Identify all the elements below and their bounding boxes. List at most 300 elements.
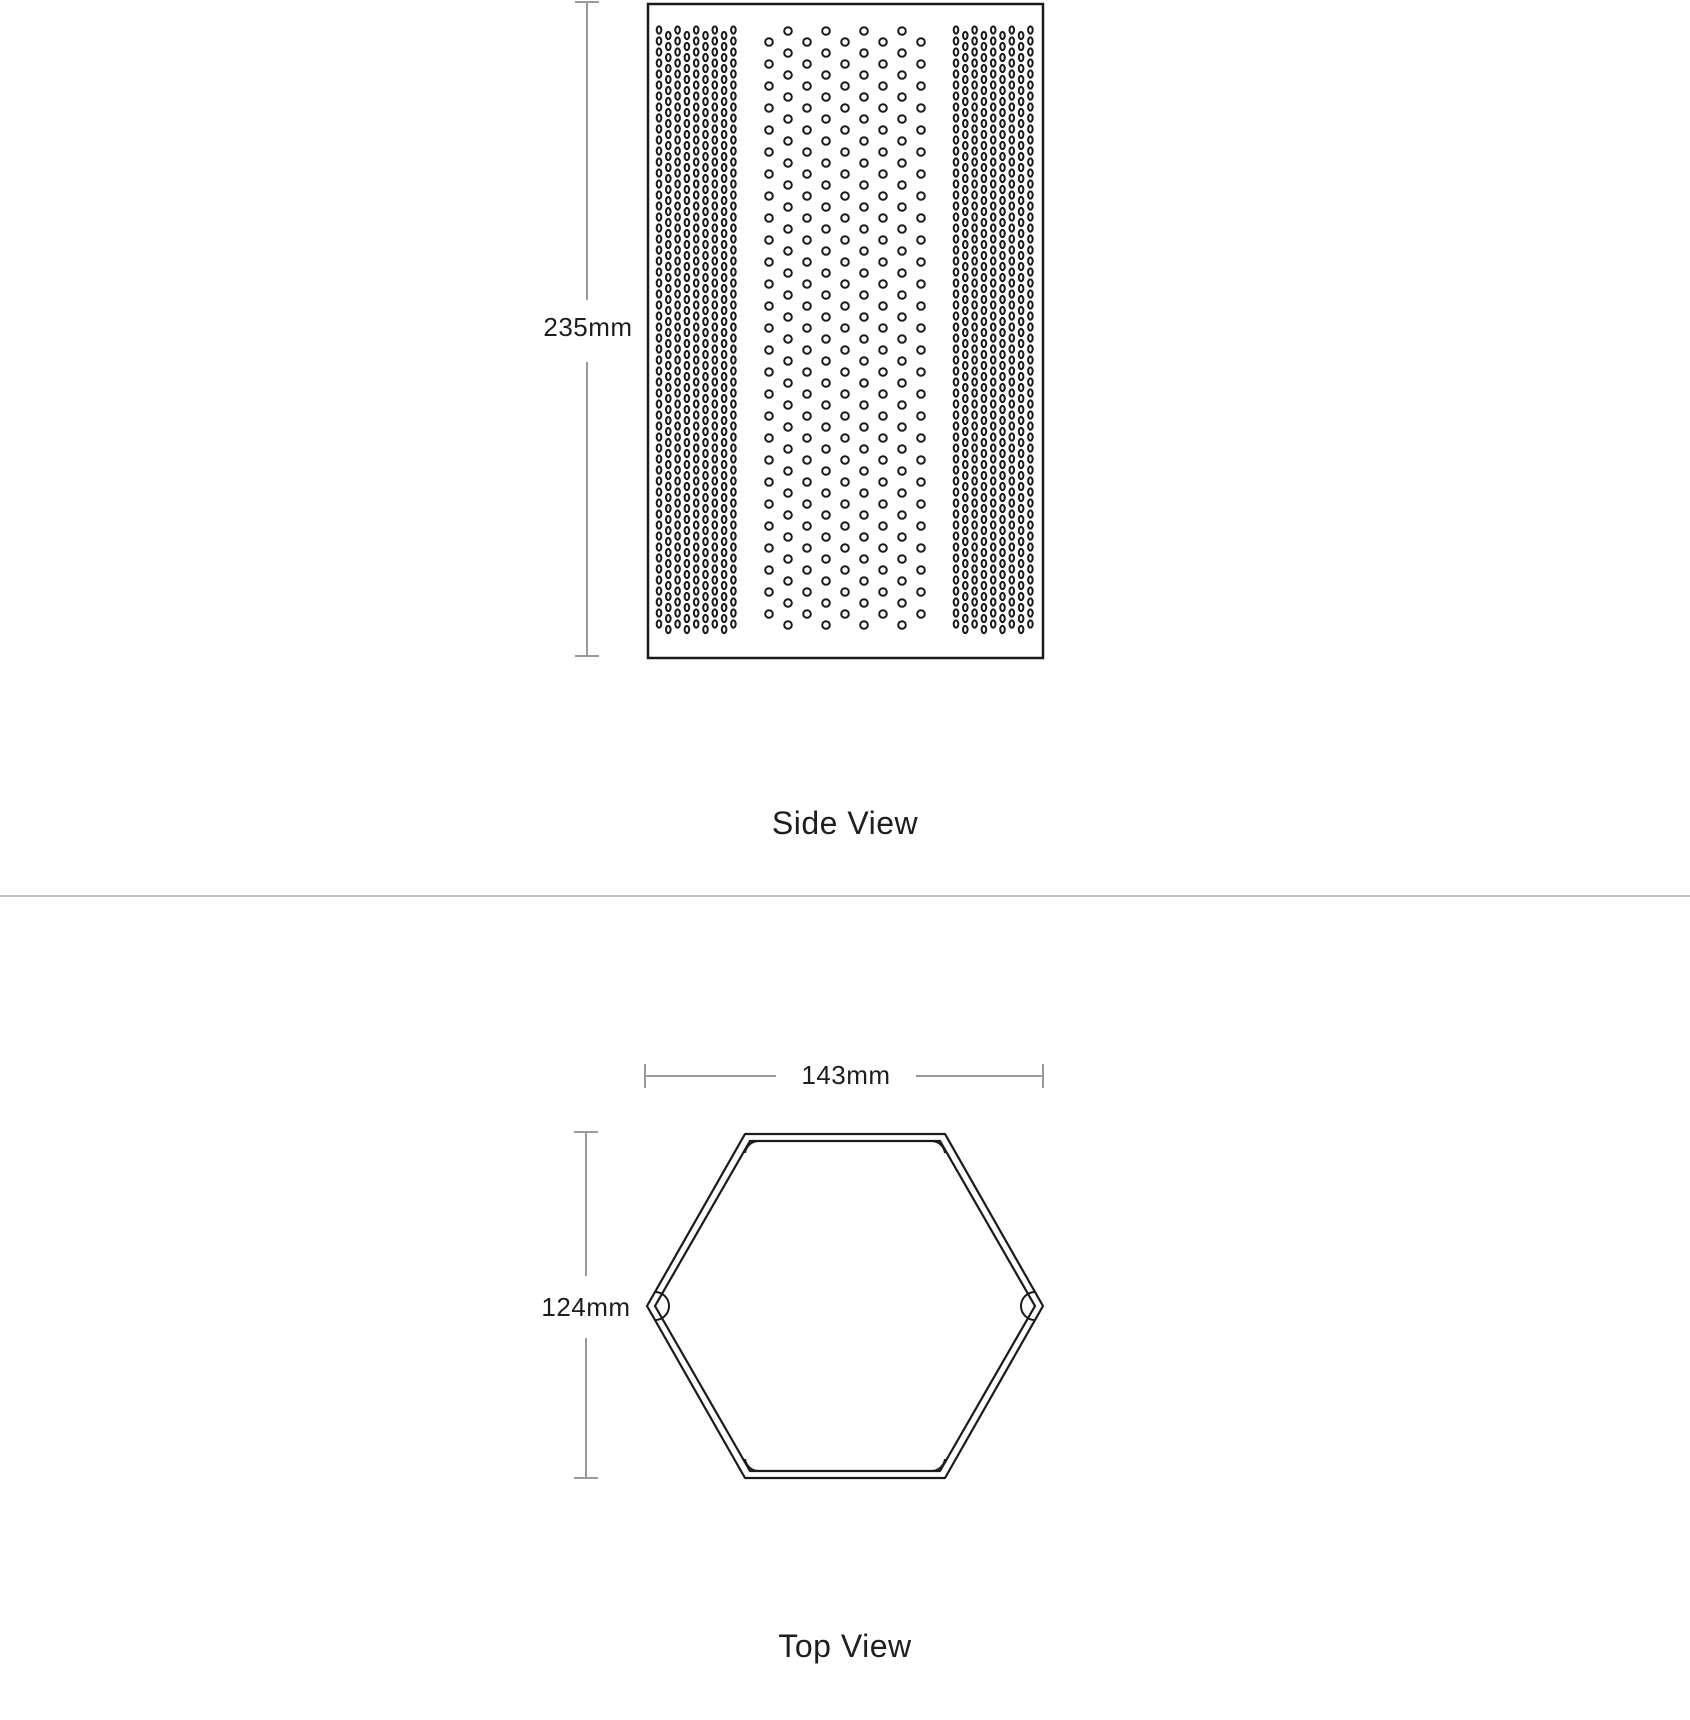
perforation-hole-right bbox=[991, 389, 996, 396]
perforation-hole-left bbox=[685, 362, 690, 369]
perforation-hole-left bbox=[685, 406, 690, 413]
perforation-hole-right bbox=[991, 422, 996, 429]
perforation-hole-left bbox=[731, 620, 736, 627]
perforation-hole-right bbox=[954, 125, 959, 132]
perforation-hole-left bbox=[722, 186, 727, 193]
perforation-hole-center bbox=[822, 269, 830, 277]
perforation-hole-left bbox=[731, 554, 736, 561]
perforation-hole-right bbox=[972, 433, 977, 440]
perforation-hole-right bbox=[1019, 582, 1024, 589]
perforation-hole-center bbox=[765, 434, 773, 442]
perforation-hole-center bbox=[784, 511, 792, 519]
perforation-hole-right bbox=[1000, 43, 1005, 50]
perforation-hole-center bbox=[784, 269, 792, 277]
perforation-hole-right bbox=[963, 406, 968, 413]
perforation-hole-right bbox=[982, 109, 987, 116]
perforation-hole-left bbox=[685, 87, 690, 94]
perforation-hole-center bbox=[765, 346, 773, 354]
perforation-hole-right bbox=[972, 356, 977, 363]
perforation-hole-left bbox=[703, 461, 708, 468]
perforation-hole-left bbox=[694, 598, 699, 605]
perforation-hole-center bbox=[822, 313, 830, 321]
perforation-hole-right bbox=[1010, 81, 1015, 88]
perforation-hole-left bbox=[657, 191, 662, 198]
perforation-hole-right bbox=[1000, 362, 1005, 369]
perforation-hole-right bbox=[1010, 609, 1015, 616]
perforation-hole-right bbox=[982, 373, 987, 380]
perforation-hole-left bbox=[685, 505, 690, 512]
perforation-hole-left bbox=[694, 356, 699, 363]
perforation-hole-center bbox=[784, 379, 792, 387]
perforation-hole-right bbox=[963, 263, 968, 270]
perforation-hole-left bbox=[675, 565, 680, 572]
perforation-hole-left bbox=[722, 439, 727, 446]
perforation-hole-left bbox=[666, 406, 671, 413]
perforation-hole-left bbox=[666, 142, 671, 149]
perforation-hole-left bbox=[713, 620, 718, 627]
perforation-hole-center bbox=[765, 500, 773, 508]
perforation-hole-center bbox=[898, 71, 906, 79]
perforation-hole-left bbox=[657, 532, 662, 539]
perforation-hole-right bbox=[1000, 208, 1005, 215]
perforation-hole-right bbox=[1010, 444, 1015, 451]
perforation-hole-right bbox=[963, 571, 968, 578]
perforation-hole-right bbox=[1019, 307, 1024, 314]
perforation-hole-right bbox=[982, 98, 987, 105]
perforation-hole-center bbox=[879, 302, 887, 310]
perforation-hole-right bbox=[991, 191, 996, 198]
perforation-hole-left bbox=[694, 81, 699, 88]
perforation-hole-right bbox=[954, 554, 959, 561]
perforation-hole-right bbox=[963, 186, 968, 193]
perforation-hole-left bbox=[657, 598, 662, 605]
perforation-hole-left bbox=[675, 422, 680, 429]
perforation-hole-left bbox=[685, 274, 690, 281]
perforation-hole-left bbox=[666, 450, 671, 457]
perforation-hole-right bbox=[991, 323, 996, 330]
perforation-hole-right bbox=[963, 230, 968, 237]
perforation-hole-center bbox=[879, 566, 887, 574]
perforation-hole-center bbox=[841, 610, 849, 618]
perforation-hole-right bbox=[1019, 494, 1024, 501]
perforation-hole-left bbox=[666, 483, 671, 490]
perforation-hole-left bbox=[731, 158, 736, 165]
perforation-hole-left bbox=[722, 329, 727, 336]
perforation-hole-left bbox=[731, 169, 736, 176]
perforation-hole-right bbox=[972, 191, 977, 198]
perforation-hole-left bbox=[731, 367, 736, 374]
perforation-hole-center bbox=[765, 324, 773, 332]
perforation-hole-right bbox=[963, 197, 968, 204]
perforation-hole-right bbox=[991, 213, 996, 220]
perforation-hole-right bbox=[963, 417, 968, 424]
perforation-hole-right bbox=[1010, 301, 1015, 308]
perforation-hole-left bbox=[694, 37, 699, 44]
perforation-hole-right bbox=[991, 158, 996, 165]
perforation-hole-left bbox=[703, 153, 708, 160]
perforation-hole-left bbox=[666, 252, 671, 259]
perforation-hole-right bbox=[1010, 499, 1015, 506]
perforation-hole-left bbox=[694, 499, 699, 506]
perforation-hole-center bbox=[822, 115, 830, 123]
perforation-hole-left bbox=[713, 444, 718, 451]
perforation-hole-right bbox=[982, 76, 987, 83]
perforation-hole-left bbox=[703, 406, 708, 413]
perforation-hole-left bbox=[703, 494, 708, 501]
perforation-hole-center bbox=[841, 126, 849, 134]
perforation-hole-center bbox=[841, 544, 849, 552]
perforation-hole-right bbox=[1000, 230, 1005, 237]
perforation-hole-right bbox=[1010, 48, 1015, 55]
perforation-hole-center bbox=[803, 38, 811, 46]
perforation-hole-right bbox=[954, 411, 959, 418]
perforation-hole-left bbox=[675, 92, 680, 99]
perforation-hole-left bbox=[722, 461, 727, 468]
perforation-hole-left bbox=[666, 274, 671, 281]
perforation-hole-center bbox=[803, 456, 811, 464]
perforation-hole-left bbox=[685, 615, 690, 622]
perforation-hole-left bbox=[703, 582, 708, 589]
perforation-hole-left bbox=[703, 593, 708, 600]
perforation-hole-right bbox=[963, 109, 968, 116]
perforation-hole-center bbox=[917, 302, 925, 310]
perforation-hole-right bbox=[1010, 235, 1015, 242]
perforation-hole-right bbox=[972, 224, 977, 231]
perforation-hole-left bbox=[666, 87, 671, 94]
perforation-hole-right bbox=[991, 103, 996, 110]
perforation-hole-right bbox=[1028, 246, 1033, 253]
perforation-hole-center bbox=[917, 126, 925, 134]
perforation-hole-right bbox=[1019, 197, 1024, 204]
perforation-hole-left bbox=[713, 92, 718, 99]
perforation-hole-left bbox=[694, 488, 699, 495]
perforation-hole-right bbox=[1019, 527, 1024, 534]
perforation-hole-center bbox=[917, 192, 925, 200]
perforation-hole-center bbox=[860, 137, 868, 145]
perforation-hole-left bbox=[657, 125, 662, 132]
perforation-hole-right bbox=[954, 224, 959, 231]
perforation-hole-right bbox=[1019, 274, 1024, 281]
perforation-hole-left bbox=[657, 345, 662, 352]
perforation-hole-center bbox=[765, 610, 773, 618]
perforation-hole-left bbox=[722, 626, 727, 633]
perforation-hole-left bbox=[685, 285, 690, 292]
perforation-hole-right bbox=[1019, 142, 1024, 149]
perforation-hole-left bbox=[657, 620, 662, 627]
perforation-hole-right bbox=[1000, 604, 1005, 611]
perforation-hole-left bbox=[675, 554, 680, 561]
perforation-hole-right bbox=[1010, 114, 1015, 121]
perforation-hole-left bbox=[731, 400, 736, 407]
perforation-hole-center bbox=[784, 181, 792, 189]
perforation-hole-center bbox=[784, 313, 792, 321]
perforation-hole-left bbox=[722, 582, 727, 589]
perforation-hole-center bbox=[879, 324, 887, 332]
perforation-hole-left bbox=[694, 433, 699, 440]
perforation-hole-center bbox=[765, 412, 773, 420]
perforation-hole-left bbox=[675, 609, 680, 616]
perforation-hole-left bbox=[657, 301, 662, 308]
perforation-hole-left bbox=[694, 400, 699, 407]
perforation-hole-left bbox=[675, 433, 680, 440]
perforation-hole-center bbox=[879, 192, 887, 200]
perforation-hole-left bbox=[694, 191, 699, 198]
perforation-hole-left bbox=[713, 609, 718, 616]
perforation-hole-center bbox=[784, 555, 792, 563]
perforation-hole-left bbox=[657, 235, 662, 242]
perforation-hole-right bbox=[982, 340, 987, 347]
perforation-hole-right bbox=[1010, 389, 1015, 396]
perforation-hole-right bbox=[1010, 510, 1015, 517]
perforation-hole-left bbox=[713, 488, 718, 495]
perforation-hole-center bbox=[917, 346, 925, 354]
perforation-hole-right bbox=[991, 356, 996, 363]
perforation-hole-left bbox=[685, 219, 690, 226]
perforation-hole-right bbox=[1019, 538, 1024, 545]
perforation-hole-right bbox=[1028, 268, 1033, 275]
perforation-hole-left bbox=[666, 65, 671, 72]
perforation-hole-right bbox=[1019, 395, 1024, 402]
perforation-hole-left bbox=[713, 433, 718, 440]
perforation-hole-left bbox=[666, 98, 671, 105]
perforation-hole-center bbox=[898, 357, 906, 365]
perforation-hole-center bbox=[822, 423, 830, 431]
perforation-hole-left bbox=[731, 279, 736, 286]
perforation-hole-right bbox=[1019, 384, 1024, 391]
perforation-hole-right bbox=[954, 312, 959, 319]
perforation-hole-right bbox=[954, 114, 959, 121]
perforation-hole-left bbox=[694, 301, 699, 308]
perforation-hole-left bbox=[722, 516, 727, 523]
perforation-hole-right bbox=[954, 323, 959, 330]
perforation-hole-left bbox=[657, 334, 662, 341]
perforation-hole-center bbox=[879, 214, 887, 222]
perforation-hole-right bbox=[1010, 268, 1015, 275]
perforation-hole-right bbox=[972, 103, 977, 110]
perforation-hole-right bbox=[963, 54, 968, 61]
perforation-hole-left bbox=[685, 329, 690, 336]
perforation-hole-right bbox=[954, 213, 959, 220]
perforation-hole-left bbox=[722, 318, 727, 325]
perforation-hole-left bbox=[675, 488, 680, 495]
perforation-hole-right bbox=[963, 175, 968, 182]
perforation-hole-left bbox=[713, 565, 718, 572]
perforation-hole-right bbox=[1019, 263, 1024, 270]
perforation-hole-center bbox=[879, 148, 887, 156]
perforation-hole-left bbox=[713, 290, 718, 297]
perforation-hole-left bbox=[713, 279, 718, 286]
perforation-hole-right bbox=[1010, 455, 1015, 462]
perforation-hole-left bbox=[731, 312, 736, 319]
perforation-hole-left bbox=[731, 301, 736, 308]
perforation-hole-left bbox=[713, 422, 718, 429]
perforation-hole-center bbox=[765, 390, 773, 398]
perforation-hole-right bbox=[1000, 175, 1005, 182]
perforation-hole-center bbox=[822, 71, 830, 79]
perforation-hole-center bbox=[879, 38, 887, 46]
perforation-hole-left bbox=[731, 576, 736, 583]
perforation-hole-center bbox=[822, 247, 830, 255]
perforation-hole-right bbox=[1028, 158, 1033, 165]
perforation-hole-left bbox=[703, 109, 708, 116]
perforation-hole-right bbox=[1000, 549, 1005, 556]
perforation-hole-center bbox=[784, 225, 792, 233]
perforation-hole-center bbox=[803, 500, 811, 508]
perforation-hole-center bbox=[765, 588, 773, 596]
perforation-hole-right bbox=[963, 494, 968, 501]
perforation-hole-left bbox=[703, 516, 708, 523]
perforation-hole-right bbox=[991, 411, 996, 418]
perforation-hole-left bbox=[722, 615, 727, 622]
perforation-hole-right bbox=[954, 521, 959, 528]
perforation-hole-right bbox=[1028, 180, 1033, 187]
perforation-hole-left bbox=[666, 32, 671, 39]
perforation-hole-center bbox=[860, 577, 868, 585]
perforation-hole-right bbox=[1019, 153, 1024, 160]
perforation-hole-left bbox=[722, 571, 727, 578]
perforation-hole-left bbox=[657, 488, 662, 495]
perforation-hole-center bbox=[879, 500, 887, 508]
perforation-hole-center bbox=[917, 544, 925, 552]
perforation-hole-center bbox=[917, 170, 925, 178]
perforation-hole-center bbox=[917, 478, 925, 486]
perforation-hole-right bbox=[991, 444, 996, 451]
perforation-hole-left bbox=[731, 246, 736, 253]
perforation-hole-right bbox=[954, 389, 959, 396]
perforation-hole-right bbox=[1019, 241, 1024, 248]
perforation-hole-left bbox=[666, 307, 671, 314]
perforation-hole-right bbox=[963, 76, 968, 83]
perforation-hole-right bbox=[1010, 224, 1015, 231]
perforation-hole-right bbox=[1028, 400, 1033, 407]
perforation-hole-right bbox=[991, 290, 996, 297]
perforation-hole-right bbox=[1028, 59, 1033, 66]
perforation-hole-center bbox=[784, 489, 792, 497]
perforation-hole-left bbox=[703, 527, 708, 534]
perforation-hole-right bbox=[963, 538, 968, 545]
perforation-hole-left bbox=[657, 378, 662, 385]
perforation-hole-right bbox=[972, 136, 977, 143]
perforation-hole-left bbox=[657, 268, 662, 275]
perforation-hole-left bbox=[722, 593, 727, 600]
perforation-hole-center bbox=[917, 610, 925, 618]
perforation-hole-right bbox=[991, 268, 996, 275]
perforation-hole-center bbox=[822, 577, 830, 585]
perforation-hole-left bbox=[703, 395, 708, 402]
perforation-hole-left bbox=[703, 351, 708, 358]
perforation-hole-left bbox=[675, 543, 680, 550]
perforation-hole-center bbox=[765, 192, 773, 200]
perforation-hole-right bbox=[991, 521, 996, 528]
perforation-hole-center bbox=[803, 236, 811, 244]
perforation-hole-left bbox=[666, 560, 671, 567]
perforation-hole-left bbox=[666, 461, 671, 468]
perforation-hole-left bbox=[675, 576, 680, 583]
perforation-hole-left bbox=[731, 345, 736, 352]
perforation-hole-right bbox=[1028, 323, 1033, 330]
perforation-hole-left bbox=[685, 252, 690, 259]
perforation-hole-left bbox=[731, 488, 736, 495]
perforation-hole-right bbox=[1010, 125, 1015, 132]
perforation-hole-left bbox=[694, 202, 699, 209]
perforation-hole-center bbox=[803, 104, 811, 112]
perforation-hole-right bbox=[1000, 483, 1005, 490]
perforation-hole-center bbox=[765, 38, 773, 46]
perforation-hole-center bbox=[765, 170, 773, 178]
perforation-hole-left bbox=[675, 499, 680, 506]
perforation-hole-center bbox=[822, 291, 830, 299]
perforation-hole-left bbox=[722, 142, 727, 149]
perforation-hole-right bbox=[982, 439, 987, 446]
perforation-hole-left bbox=[694, 334, 699, 341]
perforation-hole-left bbox=[722, 549, 727, 556]
perforation-hole-left bbox=[713, 125, 718, 132]
perforation-hole-left bbox=[694, 59, 699, 66]
perforation-hole-left bbox=[703, 164, 708, 171]
perforation-hole-center bbox=[898, 335, 906, 343]
perforation-hole-left bbox=[713, 367, 718, 374]
perforation-hole-center bbox=[917, 324, 925, 332]
perforation-hole-left bbox=[657, 81, 662, 88]
perforation-hole-center bbox=[898, 27, 906, 35]
perforation-hole-center bbox=[822, 511, 830, 519]
perforation-hole-left bbox=[675, 224, 680, 231]
perforation-hole-right bbox=[1010, 345, 1015, 352]
perforation-hole-right bbox=[1010, 411, 1015, 418]
perforation-hole-left bbox=[703, 131, 708, 138]
perforation-hole-center bbox=[860, 401, 868, 409]
perforation-hole-left bbox=[666, 538, 671, 545]
perforation-hole-center bbox=[917, 500, 925, 508]
perforation-hole-left bbox=[685, 527, 690, 534]
perforation-hole-center bbox=[879, 280, 887, 288]
perforation-hole-left bbox=[731, 455, 736, 462]
perforation-hole-right bbox=[1019, 65, 1024, 72]
perforation-hole-right bbox=[1010, 466, 1015, 473]
perforation-hole-right bbox=[1019, 98, 1024, 105]
perforation-hole-left bbox=[713, 334, 718, 341]
perforation-hole-center bbox=[860, 115, 868, 123]
perforation-hole-right bbox=[991, 125, 996, 132]
perforation-hole-right bbox=[1000, 373, 1005, 380]
perforation-hole-right bbox=[963, 142, 968, 149]
perforation-hole-left bbox=[731, 37, 736, 44]
perforation-hole-right bbox=[1019, 208, 1024, 215]
perforation-hole-left bbox=[675, 378, 680, 385]
perforation-hole-left bbox=[694, 609, 699, 616]
perforation-hole-right bbox=[1028, 565, 1033, 572]
perforation-hole-right bbox=[1019, 362, 1024, 369]
perforation-hole-right bbox=[1028, 367, 1033, 374]
perforation-hole-left bbox=[657, 576, 662, 583]
perforation-hole-left bbox=[666, 615, 671, 622]
perforation-hole-center bbox=[841, 500, 849, 508]
perforation-hole-right bbox=[954, 257, 959, 264]
perforation-hole-left bbox=[713, 191, 718, 198]
perforation-hole-center bbox=[898, 115, 906, 123]
perforation-hole-left bbox=[703, 417, 708, 424]
perforation-hole-left bbox=[694, 411, 699, 418]
perforation-hole-left bbox=[666, 351, 671, 358]
perforation-hole-left bbox=[713, 136, 718, 143]
perforation-hole-right bbox=[1028, 444, 1033, 451]
perforation-hole-right bbox=[991, 620, 996, 627]
perforation-hole-left bbox=[675, 444, 680, 451]
perforation-hole-right bbox=[972, 235, 977, 242]
perforation-hole-left bbox=[657, 147, 662, 154]
perforation-hole-left bbox=[666, 428, 671, 435]
perforation-hole-right bbox=[1028, 312, 1033, 319]
